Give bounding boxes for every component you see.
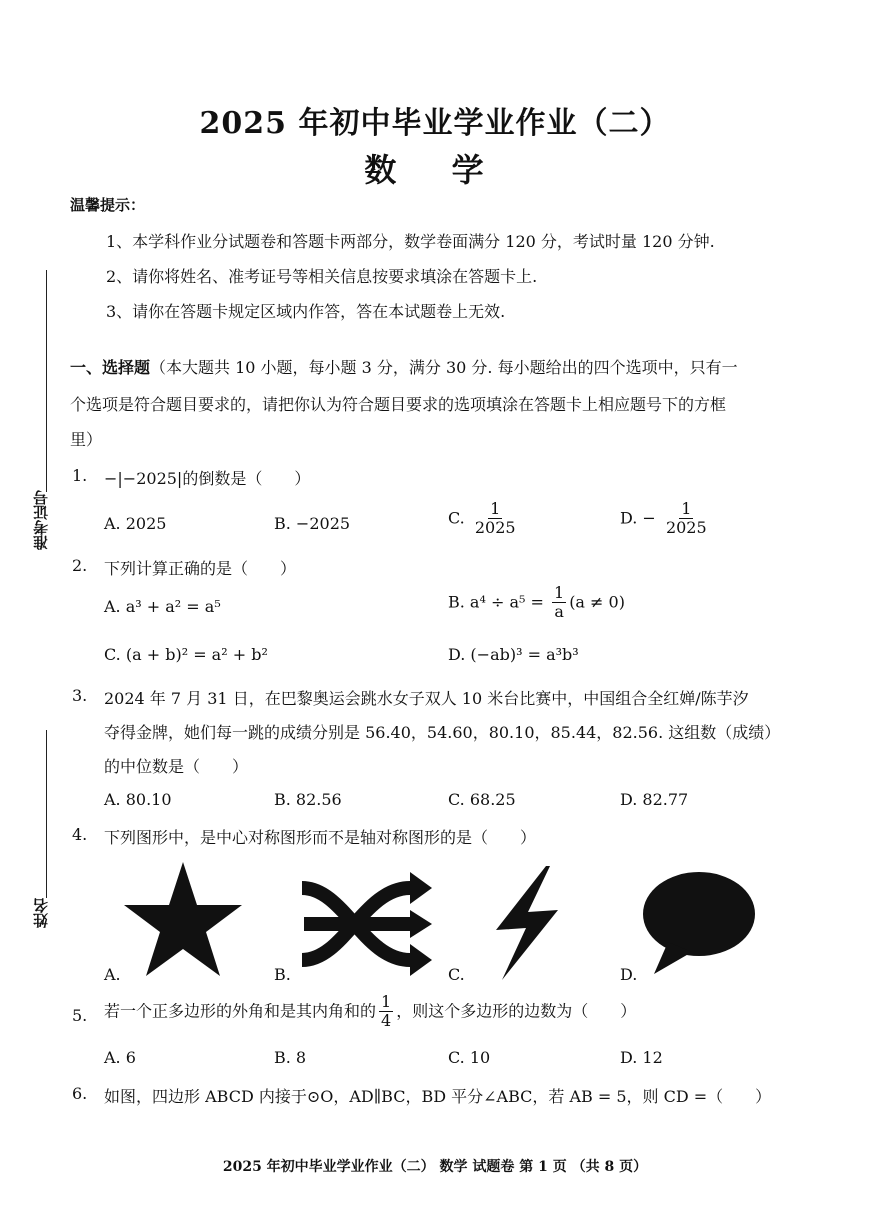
q1-stem — [104, 466, 310, 489]
tip-item-1: 1、本学科作业分试题卷和答题卡两部分，数学卷面满分 120 分，考试时量 120 分钟. — [106, 232, 715, 251]
q5-text-before: 若一个正多边形的外角和是其内角和的 — [104, 1001, 377, 1021]
q5-fraction — [379, 993, 393, 1031]
q4-option-a: A. — [104, 965, 121, 984]
fraction-denominator: 2025 — [665, 518, 707, 538]
q3-number: 3. — [72, 686, 88, 705]
q5-number: 5. — [72, 1006, 88, 1025]
q1-option-a: A. 2025 — [104, 514, 167, 533]
name-line — [46, 730, 47, 898]
q1-option-c — [448, 500, 521, 538]
fraction-denominator: a — [554, 602, 564, 622]
star-icon — [120, 858, 246, 978]
q1-option-c-label: C. — [448, 508, 465, 528]
q6-text: 如图，四边形 ABCD 内接于⊙O，AD∥BC，BD 平分∠ABC，若 AB = 5，则 CD =（ ） — [104, 1087, 772, 1106]
q1-text: 的倒数是（ ） — [182, 469, 311, 488]
section-intro-line-1 — [70, 355, 738, 378]
q1-option-d-label: D. − — [620, 508, 656, 528]
q2-text: 下列计算正确的是（ ） — [104, 559, 297, 578]
q1-number: 1. — [72, 466, 88, 485]
fraction-numerator: 1 — [381, 992, 392, 1011]
tip-item-2: 2、请你将姓名、准考证号等相关信息按要求填涂在答题卡上. — [106, 267, 538, 286]
q5-option-c: C. 10 — [448, 1048, 491, 1067]
q5-text-after: ，则这个多边形的边数为（ ） — [396, 1001, 637, 1021]
exam-id-label: 准考证号 — [32, 490, 50, 550]
q4-option-c: C. — [448, 965, 465, 984]
crossed-arrows-icon — [294, 868, 434, 980]
q2-option-b-fraction — [552, 584, 566, 622]
tips-heading: 温馨提示： — [70, 196, 146, 214]
name-label: 姓名 — [32, 898, 50, 928]
fraction-numerator: 1 — [681, 499, 692, 518]
page-footer: 2025 年初中毕业学业作业（二） 数学 试题卷 第 1 页 （共 8 页） — [222, 1159, 648, 1175]
fraction-numerator: 1 — [554, 583, 565, 602]
q5-option-a: A. 6 — [104, 1048, 136, 1067]
tip-item-3: 3、请你在答题卡规定区域内作答，答在本试题卷上无效. — [106, 302, 506, 321]
q1-option-b: B. −2025 — [274, 514, 351, 533]
q3-line-3: 的中位数是（ ） — [104, 757, 249, 776]
q2-option-b-left: B. a⁴ ÷ a⁵ = — [448, 592, 544, 612]
q2-option-a: A. a³ + a² = a⁵ — [104, 597, 221, 616]
q6-number: 6. — [72, 1084, 88, 1103]
speech-bubble-icon — [640, 870, 758, 976]
section-intro-line-2: 个选项是符合题目要求的，请把你认为符合题目要求的选项填涂在答题卡上相应题号下的方框 — [70, 395, 727, 414]
q2-option-c: C. (a + b)² = a² + b² — [104, 645, 268, 664]
fraction-numerator: 1 — [490, 499, 501, 518]
q2-option-d: D. (−ab)³ = a³b³ — [448, 645, 579, 664]
subject-title: 数 学 — [364, 151, 506, 189]
q3-option-d: D. 82.77 — [620, 790, 689, 809]
q4-option-b: B. — [274, 965, 291, 984]
q2-number: 2. — [72, 556, 88, 575]
q1-option-d-fraction — [664, 500, 709, 538]
q4-number: 4. — [72, 825, 88, 844]
q4-text: 下列图形中，是中心对称图形而不是轴对称图形的是（ ） — [104, 828, 537, 847]
section-intro-line-3: 里） — [70, 430, 103, 449]
q3-line-2: 夺得金牌，她们每一跳的成绩分别是 56.40，54.60，80.10，85.44，82.56. 这组数（成绩） — [104, 723, 781, 742]
q3-line-1: 2024 年 7 月 31 日，在巴黎奥运会跳水女子双人 10 米台比赛中，中国组合全红婵/陈芋汐 — [104, 689, 749, 708]
q3-option-a: A. 80.10 — [104, 790, 172, 809]
q2-option-b-right: (a ≠ 0) — [569, 592, 625, 612]
page-title: 2025 年初中毕业学业作业（二） — [199, 106, 671, 141]
q3-option-b: B. 82.56 — [274, 790, 342, 809]
q4-option-d: D. — [620, 965, 638, 984]
section-heading: 一、选择题 — [70, 358, 151, 377]
fraction-denominator: 2025 — [474, 518, 516, 538]
section-intro-text: （本大题共 10 小题，每小题 3 分，满分 30 分. 每小题给出的四个选项中，只有一 — [150, 358, 738, 377]
q5-option-d: D. 12 — [620, 1048, 663, 1067]
q1-option-d — [620, 500, 712, 538]
fraction-denominator: 4 — [381, 1011, 392, 1031]
q1-expression: −|−2025| — [104, 469, 183, 488]
q1-option-c-fraction — [473, 500, 518, 538]
q3-option-c: C. 68.25 — [448, 790, 516, 809]
q5-stem — [104, 993, 636, 1031]
q5-option-b: B. 8 — [274, 1048, 307, 1067]
exam-id-line — [46, 270, 47, 492]
lightning-bolt-icon — [488, 864, 564, 982]
q2-option-b — [448, 584, 625, 622]
